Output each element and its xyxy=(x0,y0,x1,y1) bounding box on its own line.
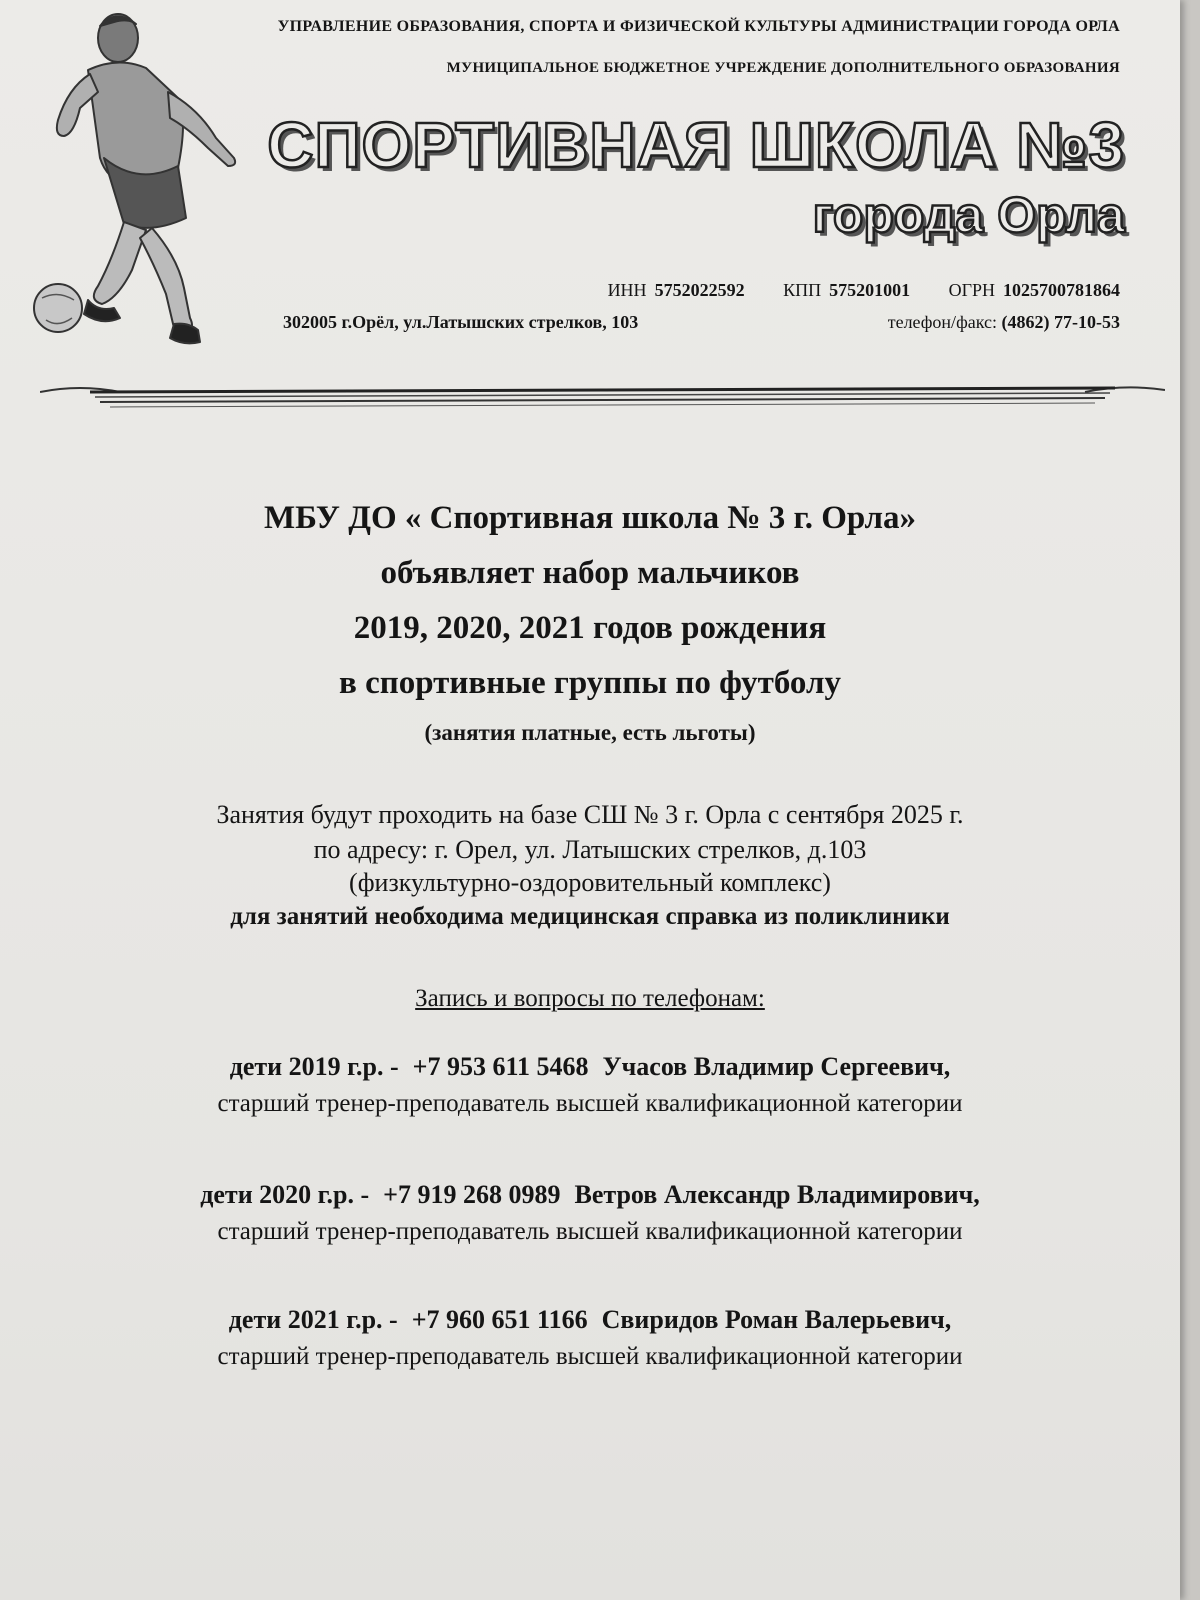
phone-value: (4862) 77-10-53 xyxy=(1001,312,1120,332)
school-city: города Орла xyxy=(812,187,1125,243)
organization-line: МУНИЦИПАЛЬНОЕ БЮДЖЕТНОЕ УЧРЕЖДЕНИЕ ДОПОЛНИТЕЛЬНОГО ОБРАЗОВАНИЯ xyxy=(446,60,1120,76)
contacts-heading: Запись и вопросы по телефонам: xyxy=(415,985,765,1012)
school-address: 302005 г.Орёл, ул.Латышских стрелков, 103 xyxy=(283,312,639,332)
phone-label: телефон/факс: xyxy=(887,312,998,332)
announcement-line-3: 2019, 2020, 2021 годов рождения xyxy=(353,610,827,646)
requisites xyxy=(574,280,1120,301)
kpp-label: КПП xyxy=(783,280,822,300)
kpp-value: 575201001 xyxy=(829,280,911,300)
contact-phone: +7 953 611 5468 xyxy=(412,1052,589,1081)
school-name: СПОРТИВНАЯ ШКОЛА №3 xyxy=(267,109,1125,181)
contact-name: Учасов Владимир Сергеевич, xyxy=(602,1052,951,1081)
contact-name: Ветров Александр Владимирович, xyxy=(574,1180,980,1209)
announcement-note: (занятия платные, есть льготы) xyxy=(424,720,756,745)
contact-header xyxy=(0,1052,1180,1082)
contact-role: старший тренер-преподаватель высшей квалификационной категории xyxy=(217,1218,963,1245)
address-row xyxy=(283,312,1120,333)
contact-block xyxy=(0,1305,1180,1371)
contact-phone: +7 960 651 1166 xyxy=(411,1305,588,1334)
contact-role: старший тренер-преподаватель высшей квалификационной категории xyxy=(217,1343,963,1370)
info-line-3: (физкультурно-оздоровительный комплекс) xyxy=(349,868,831,897)
contact-name: Свиридов Роман Валерьевич, xyxy=(601,1305,952,1334)
phone-block xyxy=(888,312,1120,333)
contact-group: дети 2021 г.р. - xyxy=(228,1305,398,1334)
contact-header xyxy=(0,1305,1180,1335)
info-line-2: по адресу: г. Орел, ул. Латышских стрелков, д.103 xyxy=(313,835,867,864)
contact-group: дети 2020 г.р. - xyxy=(200,1180,370,1209)
department-line: УПРАВЛЕНИЕ ОБРАЗОВАНИЯ, СПОРТА И ФИЗИЧЕСКОЙ КУЛЬТУРЫ АДМИНИСТРАЦИИ ГОРОДА ОРЛА xyxy=(277,18,1120,35)
inn-value: 5752022592 xyxy=(654,280,745,300)
contact-group: дети 2019 г.р. - xyxy=(229,1052,399,1081)
contact-header xyxy=(0,1180,1180,1210)
ogrn-label: ОГРН xyxy=(948,280,995,300)
announcement-line-2: объявляет набор мальчиков xyxy=(380,555,800,591)
contact-block xyxy=(0,1180,1180,1246)
info-line-1: Занятия будут проходить на базе СШ № 3 г. Орла с сентября 2025 г. xyxy=(216,800,964,829)
contact-role: старший тренер-преподаватель высшей квалификационной категории xyxy=(217,1090,963,1117)
inn-label: ИНН xyxy=(607,280,647,300)
contact-block xyxy=(0,1052,1180,1118)
info-line-4: для занятий необходима медицинская справка из поликлиники xyxy=(230,903,950,930)
letterhead-divider xyxy=(40,380,1165,420)
ogrn-value: 1025700781864 xyxy=(1003,280,1120,300)
football-player-icon xyxy=(28,8,243,353)
announcement-line-1: МБУ ДО « Спортивная школа № 3 г. Орла» xyxy=(264,500,916,536)
contact-phone: +7 919 268 0989 xyxy=(383,1180,561,1209)
announcement-line-4: в спортивные группы по футболу xyxy=(339,665,841,701)
